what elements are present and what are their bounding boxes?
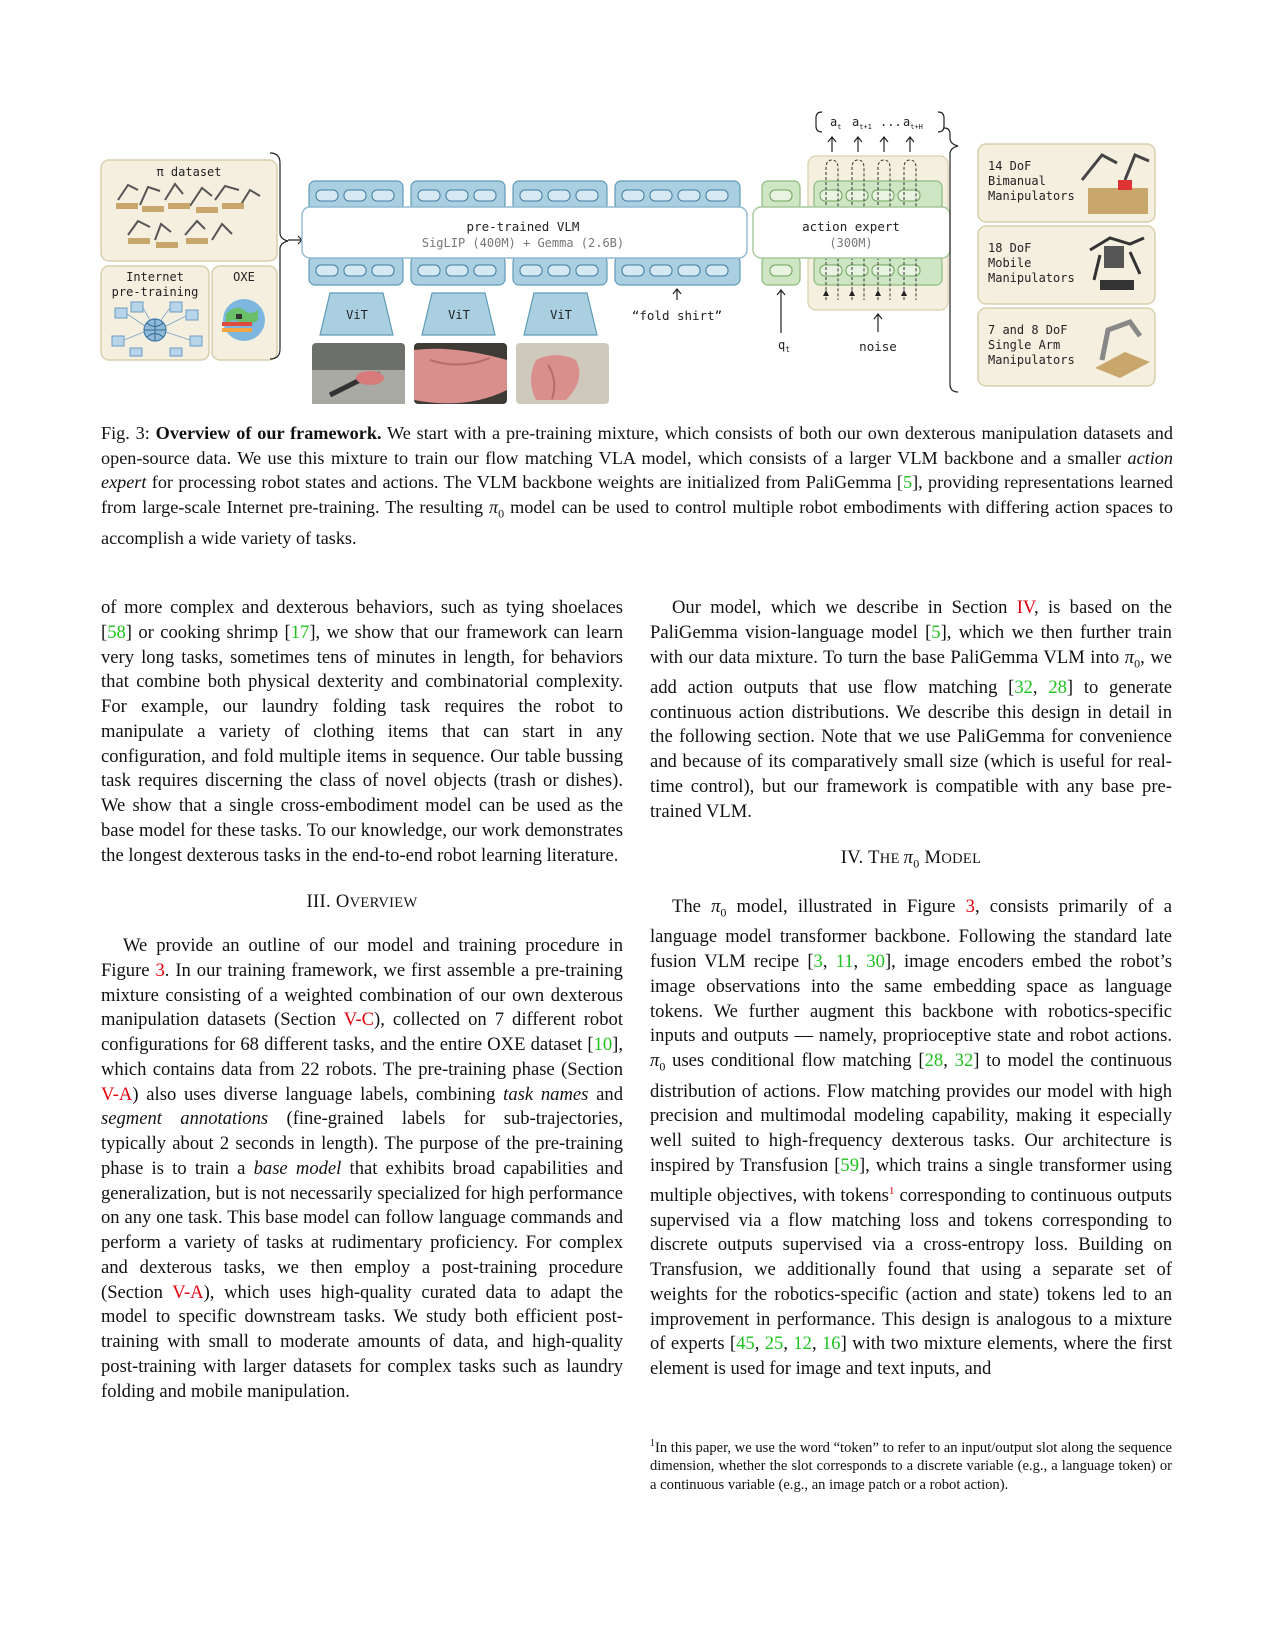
section-heading-overview: III. OVERVIEW [306,891,418,913]
oxe-panel [212,266,277,360]
svg-text:Bimanual: Bimanual [988,174,1046,188]
vlm-label: pre-trained VLM [466,219,580,234]
robot-panel-single-arm [978,308,1155,386]
citation-link[interactable]: 32 [1014,676,1033,698]
section-heading-model: IV. THE $\pi_0$ MODEL [840,847,982,872]
paragraph: Our model, which we describe in Section IV, is based on the PaliGemma vision-language model [5], which we then further train with our data mixture. To turn the base PaliGemma VLM into $\pi_0$, we add action outputs that use flow matching [32, 28] to generate continuous action distributions. We describe this design in detail in the following section. Note that we use PaliGemma for convenience and because of its comparatively small size (which is useful for real-time control), but our framework is compatible with any base pre-trained VLM. [650,597,1173,822]
citation-link[interactable]: 12 [793,1333,812,1355]
svg-text:Internet: Internet [126,270,184,284]
internet-pretraining-panel [101,266,209,360]
robot-panel-bimanual [978,144,1155,222]
citation-link[interactable]: 58 [107,621,126,643]
vit-label-2: ViT [448,308,470,322]
svg-text:at+H: $a_{t+H}$ [903,115,923,131]
citation-link[interactable]: 3 [813,951,823,973]
paragraph: The $\pi_0$ model, illustrated in Figure 3, consists primarily of a language model transformer backbone. Following the standard late fusion VLM recipe [3, 11, 30], image encoders embed the robot’s image observations into the same embedding space as language tokens. We further augment this backbone with robotics-specific inputs and outputs — namely, proprioceptive state and robot actions. $\pi_0$ uses conditional flow matching [28, 32] to model the continuous distribution of actions. Flow matching provides our model with high precision and multimodal modeling capability, making it especially well suited to high-frequency dexterous tasks. Our architecture is inspired by Transfusion [59], which trains a single transformer using multiple objectives, with tokens$^1$ corresponding to continuous outputs supervised via a flow matching loss and tokens corresponding to discrete outputs supervised via a cross-entropy loss. Building on Transfusion, we additionally found that using a separate set of weights for the robotics-specific (action and state) tokens led to an improvement in performance. This design is analogous to a mixture of experts [45, 25, 12, 16] with two mixture elements, where the first element is used for image and text inputs, and [650,895,1173,1380]
footnote-link[interactable]: 1 [888,1184,895,1197]
vlm-sub: SigLIP (400M) + Gemma (2.6B) [421,236,625,250]
caption-title: Overview of our framework. [155,423,382,443]
citation-link[interactable]: 5 [902,472,913,493]
citation-link[interactable]: 59 [840,1154,859,1176]
framework-diagram [0,0,1275,420]
section-link[interactable]: IV [1016,597,1034,618]
citation-link[interactable]: 11 [835,951,854,973]
section-link[interactable]: V-A [101,1083,133,1105]
figure-link[interactable]: 3 [155,959,165,981]
vit-encoders [320,293,597,335]
svg-text:Mobile: Mobile [988,256,1032,270]
section-link[interactable]: V-C [343,1009,375,1031]
qt-label: $q_t$ [778,338,791,354]
citation-link[interactable]: 10 [593,1034,613,1055]
svg-text:...: ... [880,115,902,129]
citation-link[interactable]: 28 [1048,676,1067,698]
noise-label: noise [859,339,897,354]
vlm-input-tokens [309,256,740,285]
citation-link[interactable]: 17 [290,621,310,643]
figure-caption: Fig. 3: Overview of our framework. We start with a pre-training mixture, which consists of both our own dexterous manipulation datasets and open-source data. We use this mixture to train our flow matching VLA model, which consists of a larger VLM backbone and a smaller action expert for processing robot states and actions. The VLM backbone weights are initialized from PaliGemma [5], providing representations learned from large-scale Internet pre-training. The resulting $\pi_0$ model can be used to control multiple robot embodiments with differing action spaces to accomplish a wide variety of tasks. [101,423,1173,549]
vit-label-3: ViT [550,308,572,322]
vit-label-1: ViT [346,308,368,322]
citation-link[interactable]: 25 [764,1333,784,1355]
left-column [101,596,623,1404]
citation-link[interactable]: 32 [954,1050,974,1072]
paragraph: of more complex and dexterous behaviors, such as tying shoelaces [58] or cooking shrimp [17], we show that our framework can learn very long tasks, sometimes tens of minutes in length, for behaviors that combine both physical dexterity and combinatorial complexity. For example, our laundry folding task requires the robot to manipulate a variety of clothing items that can start in any configuration, and fold multiple items in sequence. Our table bussing task requires discerning the class of novel objects (trash or dishes). We show that a single cross-embodiment model can be used as the base model for these tasks. To our knowledge, our work demonstrates the longest dexterous tasks in the end-to-end robot learning literature. [101,597,623,866]
svg-text:at: $a_t$ [830,115,842,131]
svg-text:at+1: $a_{t+1}$ [852,115,872,131]
svg-text:OXE: OXE [233,270,255,284]
svg-text:Manipulators: Manipulators [988,189,1075,203]
citation-link[interactable]: 28 [924,1050,944,1072]
svg-text:Manipulators: Manipulators [988,353,1075,367]
citation-link[interactable]: 45 [736,1333,755,1355]
citation-link[interactable]: 5 [931,621,941,643]
action-expert-label: action expert [802,219,900,234]
svg-text:pre-training: pre-training [111,285,199,299]
robot-panel-mobile [978,226,1155,304]
vlm-box [302,207,747,258]
citation-link[interactable]: 16 [822,1333,841,1355]
prompt-label: “fold shirt” [631,308,723,323]
svg-text:Single Arm: Single Arm [988,338,1061,352]
action-outputs [816,112,944,152]
vlm-output-tokens [309,181,740,210]
svg-text:14 DoF: 14 DoF [988,159,1032,173]
citation-link[interactable]: 30 [866,951,885,973]
footnote: $^1$In this paper, we use the word “token” to refer to an input/output slot along the sequence dimension, whether the slot corresponds to a discrete variable (e.g., a language token) or a continuous variable (e.g., an image patch or a robot action). [650,1438,1172,1494]
paragraph: We provide an outline of our model and training procedure in Figure 3. In our training framework, we first assemble a pre-training mixture consisting of a weighted combination of our own dexterous manipulation datasets (Section V-C), collected on 7 different robot configurations for 68 different tasks, and the entire OXE dataset [10], which contains data from 22 robots. The pre-training phase (Section V-A) also uses diverse language labels, combining task names and segment annotations (fine-grained labels for sub-trajectories, typically about 2 seconds in length). The purpose of the pre-training phase is to train a base model that exhibits broad capabilities and generalization, but is not necessarily specialized for high performance on any one task. This base model can follow language commands and perform a variety of tasks at rudimentary proficiency. For complex and dexterous tasks, we then employ a post-training procedure (Section V-A), which uses high-quality curated data to adapt the model to specific downstream tasks. We study both efficient post-training with small to moderate amounts of data, and high-quality post-training with larger datasets for complex tasks such as laundry folding and mobile manipulation. [101,935,624,1402]
pi-dataset-panel [101,160,277,261]
figure-3 [0,0,1275,420]
section-link[interactable]: V-A [172,1281,204,1303]
action-expert-box [753,207,950,258]
pi-dataset-label: π dataset [156,165,222,179]
svg-text:7 and 8 DoF: 7 and 8 DoF [988,323,1068,337]
svg-text:Manipulators: Manipulators [988,271,1075,285]
camera-images [312,343,609,404]
svg-text:18 DoF: 18 DoF [988,241,1032,255]
action-expert-sub: (300M) [829,236,873,250]
figure-link[interactable]: 3 [965,895,975,917]
right-column [650,596,1172,1382]
